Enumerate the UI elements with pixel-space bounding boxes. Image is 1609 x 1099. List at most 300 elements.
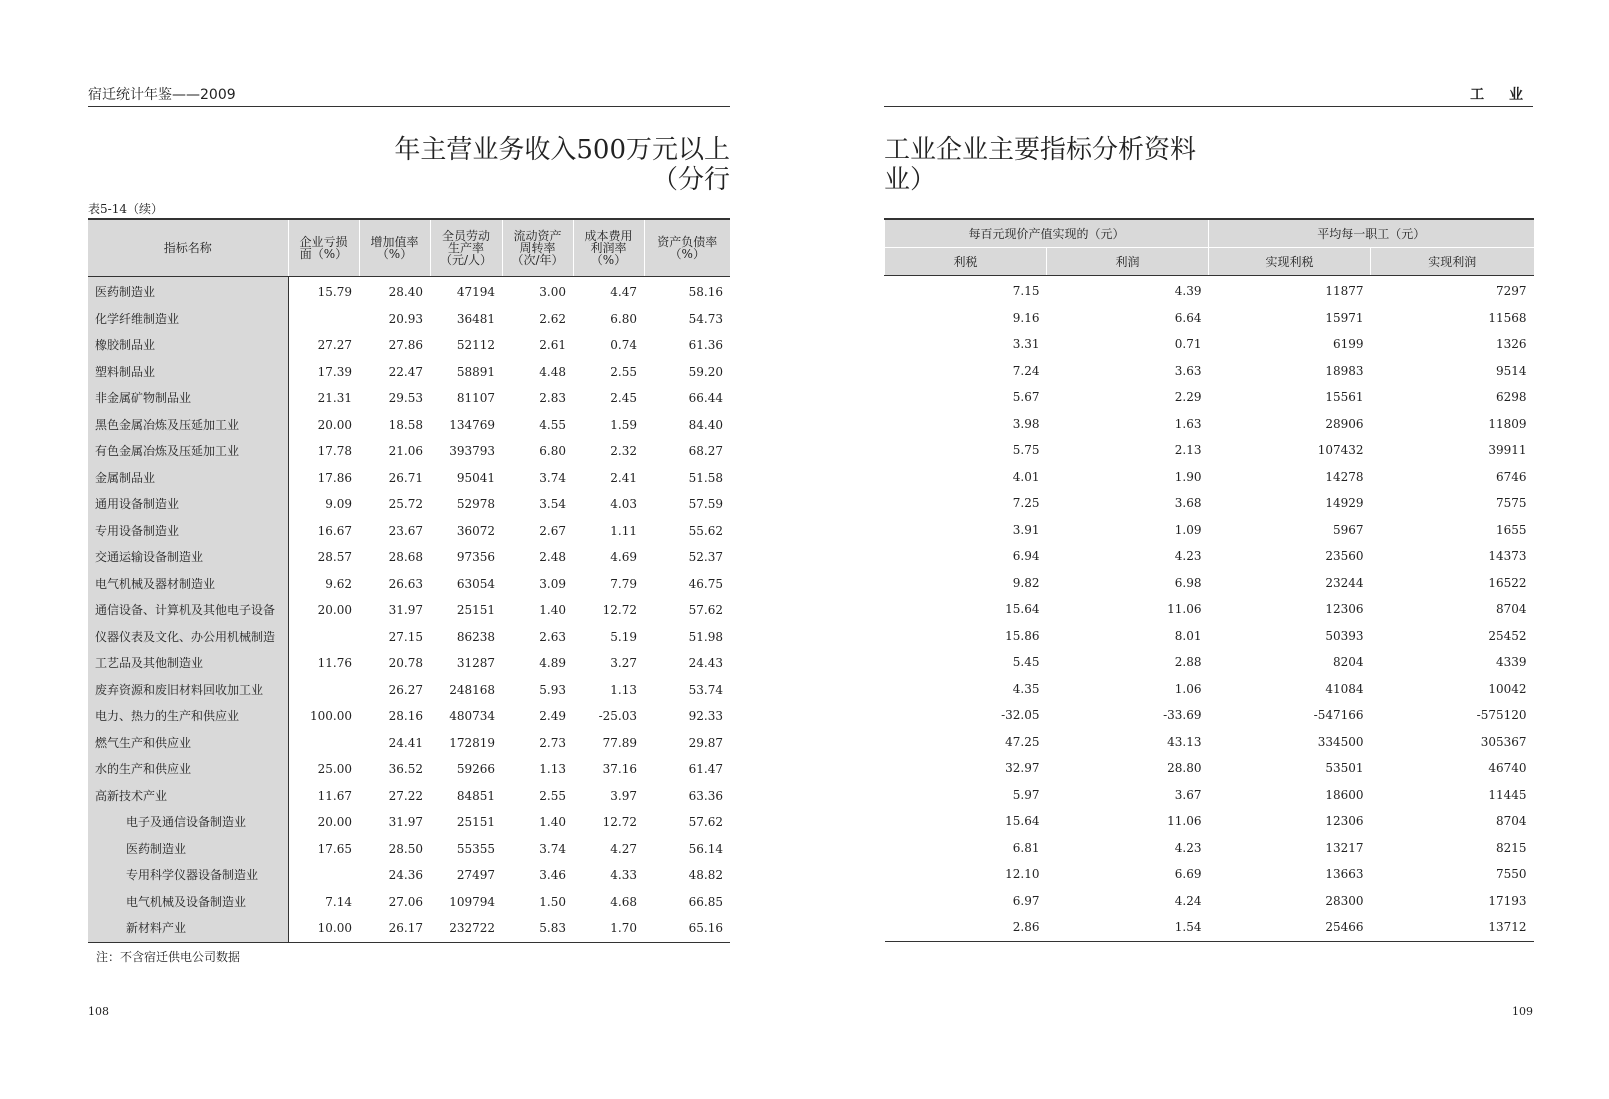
table-cell: 107432 <box>1317 443 1364 457</box>
table-cell: 9.09 <box>325 497 352 511</box>
table-cell: 305367 <box>1480 734 1527 749</box>
table-cell: 3.97 <box>610 788 637 803</box>
table-cell: 59266 <box>456 762 495 776</box>
table-cell: 6.80 <box>610 311 637 326</box>
table-row <box>88 809 730 836</box>
row-label: 电子及通信设备制造业 <box>88 809 288 836</box>
row-label: 交通运输设备制造业 <box>88 544 288 571</box>
table-cell: 7.24 <box>1012 363 1040 378</box>
table-cell: 7.14 <box>325 894 352 909</box>
table-cell: 4.48 <box>539 364 566 379</box>
table-row <box>88 518 730 545</box>
table-cell: 29.53 <box>388 391 423 405</box>
table-cell: 3.63 <box>1174 363 1202 378</box>
table-row <box>88 306 730 333</box>
column-header: 资产负债率（%） <box>644 219 730 277</box>
table-cell: 52.37 <box>688 550 723 564</box>
table-row <box>88 915 730 942</box>
table-cell: 11.76 <box>317 656 352 670</box>
table-cell: 18983 <box>1325 363 1364 378</box>
table-cell: 58.16 <box>688 285 723 299</box>
table-cell: 27.86 <box>388 338 423 352</box>
title-line-1: 年主营业务收入500万元以上 <box>394 135 730 165</box>
table-cell: 8704 <box>1495 602 1527 616</box>
table-cell: 1.13 <box>610 682 637 697</box>
table-cell: 25151 <box>456 603 495 617</box>
table-row <box>885 411 1534 438</box>
table-cell: 7.15 <box>1012 284 1040 298</box>
table-cell: 2.49 <box>539 709 566 723</box>
table-cell: 9.16 <box>1012 310 1040 325</box>
table-cell: 7575 <box>1495 496 1527 510</box>
table-cell: 7297 <box>1495 284 1527 298</box>
row-label: 电气机械及设备制造业 <box>88 889 288 916</box>
row-label: 金属制品业 <box>88 465 288 492</box>
table-cell: 46740 <box>1488 761 1527 775</box>
table-cell: 13712 <box>1371 914 1534 941</box>
table-cell: 16.67 <box>317 523 352 538</box>
table-cell: 6.81 <box>1012 840 1040 855</box>
table-cell: 20.78 <box>388 656 423 670</box>
table-cell: 3.91 <box>1012 522 1040 537</box>
table-cell: 1.90 <box>1174 469 1202 484</box>
table-cell: 52112 <box>456 338 495 352</box>
table-cell: 28300 <box>1325 893 1364 908</box>
table-cell: 2.67 <box>539 523 566 538</box>
row-label: 黑色金属冶炼及压延加工业 <box>88 412 288 439</box>
table-row <box>885 755 1534 782</box>
table-row <box>885 623 1534 650</box>
table-cell: 21.06 <box>388 444 423 458</box>
table-row <box>88 571 730 598</box>
table-cell: 61.36 <box>688 338 723 352</box>
table-row <box>88 465 730 492</box>
table-cell: -25.03 <box>598 709 637 723</box>
table-cell: 31.97 <box>388 815 423 829</box>
table-row <box>885 861 1534 888</box>
table-cell: 9.82 <box>1012 575 1040 590</box>
table-row <box>88 544 730 571</box>
table-row <box>885 517 1534 544</box>
table-cell: 29.87 <box>688 735 723 750</box>
table-row <box>88 836 730 863</box>
row-label: 医药制造业 <box>88 836 288 863</box>
table-cell: 2.83 <box>539 391 566 405</box>
table-cell: 26.27 <box>388 682 423 697</box>
table-cell: 12306 <box>1325 814 1364 828</box>
table-cell: -547166 <box>1313 708 1364 722</box>
table-row <box>885 888 1534 915</box>
table-cell: 54.73 <box>688 311 723 326</box>
table-cell: 25151 <box>456 815 495 829</box>
table-cell: 6.98 <box>1174 575 1202 590</box>
table-cell: 55355 <box>456 841 495 856</box>
table-cell: 11445 <box>1488 787 1527 802</box>
sub-column-header: 实现利税 <box>1209 248 1371 276</box>
table-cell: 95041 <box>456 470 495 485</box>
column-header: 成本费用利润率（%） <box>573 219 644 277</box>
table-cell: 23244 <box>1325 575 1364 590</box>
table-cell: 26.63 <box>388 576 423 591</box>
table-cell: 4.01 <box>1012 469 1040 484</box>
table-cell: 6746 <box>1495 469 1527 484</box>
table-cell: 20.93 <box>388 311 423 326</box>
table-cell: 2.48 <box>539 550 566 564</box>
right-page <box>884 0 1533 1099</box>
row-label: 专用设备制造业 <box>88 518 288 545</box>
table-cell: 1.40 <box>539 815 566 829</box>
row-label: 非金属矿物制品业 <box>88 385 288 412</box>
sub-column-header: 实现利润 <box>1371 248 1534 276</box>
table-cell: 17.65 <box>317 841 352 856</box>
table-cell: 4.03 <box>610 497 637 511</box>
page-title-left <box>394 135 730 195</box>
table-cell: 27.15 <box>388 629 423 644</box>
table-cell: 4.27 <box>610 841 637 856</box>
table-cell: 97356 <box>456 550 495 564</box>
title-line-2: （分行 <box>651 165 730 195</box>
column-header: 增加值率（%） <box>359 219 430 277</box>
table-cell: 4.68 <box>610 894 637 909</box>
table-cell: 15.64 <box>1005 814 1040 828</box>
table-cell: 17.39 <box>317 364 352 379</box>
table-row <box>885 331 1534 358</box>
table-cell: 20.00 <box>317 815 352 829</box>
table-row <box>885 782 1534 809</box>
table-row <box>88 412 730 439</box>
table-cell: 7.79 <box>610 576 637 591</box>
table-cell: 109794 <box>449 894 495 909</box>
table-cell: 6.69 <box>1174 867 1202 881</box>
table-cell: 480734 <box>449 709 495 723</box>
row-label: 有色金属冶炼及压延加工业 <box>88 438 288 465</box>
table-cell: 28.50 <box>388 841 423 856</box>
table-cell: 12306 <box>1325 602 1364 616</box>
table-cell: 2.86 <box>885 914 1047 941</box>
table-cell: 43.13 <box>1167 734 1202 749</box>
chapter-title: 工 业 <box>1470 87 1533 103</box>
table-cell: 31287 <box>456 656 495 670</box>
table-cell: 25.72 <box>388 497 423 511</box>
table-cell: 11.67 <box>317 788 352 803</box>
running-head-right <box>884 86 1533 107</box>
table-cell: 2.55 <box>539 788 566 803</box>
table-cell: 3.27 <box>610 656 637 670</box>
table-cell: 66.85 <box>688 894 723 909</box>
table-row <box>88 624 730 651</box>
table-cell: 81107 <box>456 391 495 405</box>
table-cell: 1326 <box>1495 337 1527 351</box>
table-row <box>88 359 730 386</box>
table-cell: 31.97 <box>388 603 423 617</box>
table-cell: 11809 <box>1488 416 1527 431</box>
row-label: 仪器仪表及文化、办公用机械制造 <box>88 624 288 651</box>
table-cell: 36072 <box>456 523 495 538</box>
table-row <box>88 756 730 783</box>
table-cell: 57.62 <box>688 815 723 829</box>
table-cell: 23560 <box>1325 549 1364 563</box>
group-header-per-worker: 平均每一职工（元） <box>1209 219 1534 248</box>
table-cell <box>288 306 359 333</box>
table-cell: 3.74 <box>539 841 566 856</box>
table-cell: 66.44 <box>688 391 723 405</box>
table-cell: 12.72 <box>602 603 637 617</box>
table-cell: 5.19 <box>610 629 637 644</box>
row-label: 新材料产业 <box>88 915 288 942</box>
table-cell: 13217 <box>1325 840 1364 855</box>
table-cell: 5.83 <box>502 915 573 942</box>
table-cell: -33.69 <box>1163 708 1202 722</box>
table-cell: 46.75 <box>688 576 723 591</box>
table-cell: 6.80 <box>539 444 566 458</box>
table-row <box>885 437 1534 464</box>
table-cell: 9.62 <box>325 576 352 591</box>
table-row <box>88 862 730 889</box>
table-row <box>88 385 730 412</box>
table-cell: 8204 <box>1332 655 1364 669</box>
table-row <box>88 730 730 757</box>
row-label: 塑料制品业 <box>88 359 288 386</box>
table-cell: 2.29 <box>1174 390 1202 404</box>
table-cell: 28.68 <box>388 550 423 564</box>
table-cell: 15971 <box>1325 310 1364 325</box>
table-cell: 21.31 <box>317 391 352 405</box>
table-cell: 1.11 <box>610 523 637 538</box>
page-number-right: 109 <box>1512 1005 1533 1018</box>
table-cell: 14929 <box>1325 496 1364 510</box>
table-cell: 9514 <box>1495 363 1527 378</box>
table-row <box>885 490 1534 517</box>
table-row <box>885 358 1534 385</box>
table-cell: 17193 <box>1488 893 1527 908</box>
indicator-table-continued <box>884 218 1534 942</box>
table-row <box>88 889 730 916</box>
running-head-left <box>88 86 730 107</box>
table-cell: 51.98 <box>688 629 723 644</box>
table-cell: 27.06 <box>388 894 423 909</box>
row-label: 医药制造业 <box>88 277 288 306</box>
table-cell: 11877 <box>1325 284 1364 298</box>
table-cell: 3.68 <box>1174 496 1202 510</box>
table-cell: 52978 <box>456 497 495 511</box>
table-row <box>885 596 1534 623</box>
table-cell: 26.71 <box>388 470 423 485</box>
table-cell: 172819 <box>449 735 495 750</box>
table-cell: 5.93 <box>539 682 566 697</box>
table-cell: 2.88 <box>1174 655 1202 669</box>
table-cell: 18600 <box>1325 787 1364 802</box>
table-cell: 6.94 <box>1012 549 1040 563</box>
table-cell: 5.75 <box>1012 443 1040 457</box>
table-cell: 3.00 <box>539 285 566 299</box>
table-cell: 4.39 <box>1174 284 1202 298</box>
row-label: 工艺品及其他制造业 <box>88 650 288 677</box>
table-cell: 134769 <box>449 417 495 432</box>
column-header: 流动资产周转率（次/年） <box>502 219 573 277</box>
table-cell: 28.40 <box>388 285 423 299</box>
table-cell: 4.23 <box>1174 840 1202 855</box>
table-cell: 27497 <box>456 868 495 882</box>
table-cell: 10.00 <box>288 915 359 942</box>
table-cell: -32.05 <box>1001 708 1040 722</box>
table-cell: 39911 <box>1488 443 1527 457</box>
table-cell: 36.52 <box>388 762 423 776</box>
table-cell: 8704 <box>1495 814 1527 828</box>
table-cell: 17.86 <box>317 470 352 485</box>
table-cell <box>288 624 359 651</box>
table-row <box>88 677 730 704</box>
table-cell: 53501 <box>1325 761 1364 775</box>
page-title-right <box>884 135 1196 195</box>
table-cell: 28.80 <box>1167 761 1202 775</box>
table-cell: 25452 <box>1488 628 1527 643</box>
page-number-left: 108 <box>88 1005 109 1018</box>
table-cell: 1.54 <box>1047 914 1209 941</box>
table-cell: 4.69 <box>610 550 637 564</box>
column-header: 全员劳动生产率（元/人） <box>430 219 502 277</box>
table-cell: 59.20 <box>688 364 723 379</box>
table-cell: 3.31 <box>1012 337 1040 351</box>
table-cell: 28.57 <box>317 550 352 564</box>
table-cell: 8215 <box>1495 840 1527 855</box>
table-cell: 4.89 <box>539 656 566 670</box>
table-cell: 12.10 <box>1005 867 1040 881</box>
table-cell: 1.63 <box>1174 416 1202 431</box>
table-cell: 51.58 <box>688 470 723 485</box>
table-cell: 4.23 <box>1174 549 1202 563</box>
yearbook-title: 宿迁统计年鉴——2009 <box>88 87 236 103</box>
row-label: 橡胶制品业 <box>88 332 288 359</box>
table-cell: 28.16 <box>388 709 423 723</box>
table-cell: 47194 <box>456 285 495 299</box>
table-cell: 1.06 <box>1174 681 1202 696</box>
table-cell: 92.33 <box>688 709 723 723</box>
table-cell: 8.01 <box>1174 628 1202 643</box>
table-row <box>885 305 1534 332</box>
table-cell: 6298 <box>1495 390 1527 404</box>
table-cell: 2.32 <box>610 444 637 458</box>
table-cell: 3.46 <box>539 868 566 882</box>
table-cell: 13663 <box>1325 867 1364 881</box>
row-label: 电气机械及器材制造业 <box>88 571 288 598</box>
table-cell: 1.70 <box>573 915 644 942</box>
table-cell: 17.78 <box>317 444 352 458</box>
table-cell: 2.45 <box>610 391 637 405</box>
table-cell: 84.40 <box>688 417 723 432</box>
table-cell: 24.41 <box>388 735 423 750</box>
table-cell: 3.09 <box>539 576 566 591</box>
table-cell: 56.14 <box>688 841 723 856</box>
table-cell: 5967 <box>1332 522 1364 537</box>
table-cell: 6.97 <box>1012 893 1040 908</box>
table-cell: 65.16 <box>644 915 730 942</box>
table-cell: 1.40 <box>539 603 566 617</box>
table-cell: 3.98 <box>1012 416 1040 431</box>
table-cell: 41084 <box>1325 681 1364 696</box>
table-cell: 55.62 <box>688 523 723 538</box>
table-cell: 84851 <box>456 788 495 803</box>
table-cell: 4.47 <box>610 285 637 299</box>
table-cell: 18.58 <box>388 417 423 432</box>
table-cell <box>288 677 359 704</box>
indicator-table <box>88 218 730 943</box>
table-cell: 4339 <box>1495 655 1527 669</box>
table-cell: 58891 <box>456 364 495 379</box>
table-row <box>885 464 1534 491</box>
table-row <box>885 702 1534 729</box>
table-cell: 5.45 <box>1012 655 1040 669</box>
table-cell: -575120 <box>1476 708 1527 722</box>
table-cell: 6.64 <box>1174 310 1202 325</box>
table-row <box>88 783 730 810</box>
title-line-1: 工业企业主要指标分析资料 <box>884 135 1197 165</box>
title-line-2: 业） <box>884 165 937 195</box>
table-row <box>885 808 1534 835</box>
table-cell: 2.61 <box>539 338 566 352</box>
table-cell: 2.63 <box>539 629 566 644</box>
table-cell: 48.82 <box>688 868 723 882</box>
table-cell: 3.74 <box>539 470 566 485</box>
table-cell: 57.62 <box>688 603 723 617</box>
table-cell: 393793 <box>449 444 495 458</box>
table-cell: 61.47 <box>688 762 723 776</box>
table-cell: 24.43 <box>688 656 723 670</box>
table-cell: 4.33 <box>610 868 637 882</box>
table-cell: 86238 <box>456 629 495 644</box>
table-row <box>88 332 730 359</box>
table-cell: 5.97 <box>1012 787 1040 802</box>
table-cell: 14373 <box>1488 549 1527 563</box>
table-cell: 1655 <box>1495 522 1527 537</box>
table-cell: 5.67 <box>1012 390 1040 404</box>
table-cell: 15561 <box>1325 390 1364 404</box>
table-cell: 16522 <box>1488 575 1527 590</box>
table-cell: 11.06 <box>1167 602 1202 616</box>
table-cell: 20.00 <box>317 417 352 432</box>
table-cell: 3.67 <box>1174 787 1202 802</box>
table-cell: 25466 <box>1209 914 1371 941</box>
column-header: 企业亏损面（%） <box>288 219 359 277</box>
group-header-per-hundred: 每百元现价产值实现的（元） <box>885 219 1209 248</box>
table-row <box>88 597 730 624</box>
table-cell: 36481 <box>456 311 495 326</box>
table-row <box>88 438 730 465</box>
table-cell: 24.36 <box>388 868 423 882</box>
table-row <box>885 835 1534 862</box>
table-cell: 27.22 <box>388 788 423 803</box>
row-label: 废弃资源和废旧材料回收加工业 <box>88 677 288 704</box>
table-cell: 1.50 <box>539 894 566 909</box>
row-label: 通用设备制造业 <box>88 491 288 518</box>
table-cell: 7550 <box>1495 867 1527 881</box>
table-cell: 77.89 <box>602 735 637 750</box>
table-cell: 2.41 <box>610 470 637 485</box>
table-row <box>885 649 1534 676</box>
row-label: 水的生产和供应业 <box>88 756 288 783</box>
table-row <box>885 729 1534 756</box>
table-cell: 100.00 <box>310 709 352 723</box>
table-cell: 37.16 <box>602 762 637 776</box>
table-row <box>885 676 1534 703</box>
table-cell: 27.27 <box>317 338 352 352</box>
table-row <box>88 650 730 677</box>
table-cell: 12.72 <box>602 815 637 829</box>
table-cell: 2.13 <box>1174 443 1202 457</box>
table-cell <box>288 862 359 889</box>
table-cell: 4.55 <box>539 417 566 432</box>
row-label: 专用科学仪器设备制造业 <box>88 862 288 889</box>
table-cell: 1.13 <box>539 762 566 776</box>
